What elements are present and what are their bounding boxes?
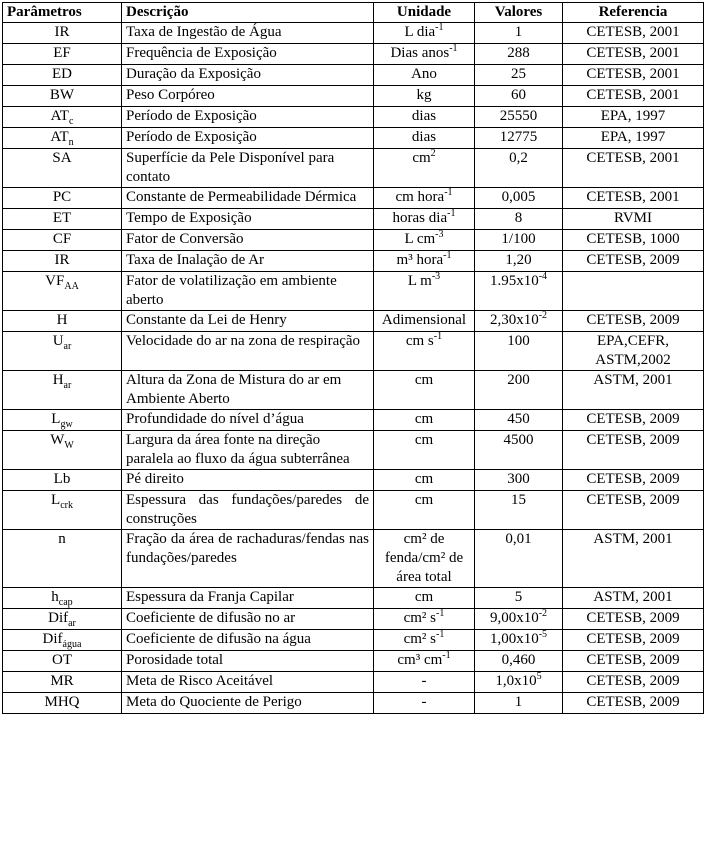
table-row	[3, 230, 704, 251]
unit-cell	[374, 86, 475, 107]
unit-exponent: 2	[430, 148, 436, 159]
param-cell	[3, 230, 122, 251]
unit-cell	[374, 470, 475, 491]
table-row	[3, 630, 704, 651]
unit-cell	[374, 311, 475, 332]
description-cell: Fator de volatilização em ambiente aberto	[122, 272, 374, 311]
param-cell	[3, 651, 122, 672]
value-cell	[475, 651, 563, 672]
param-symbol: AT	[50, 129, 69, 145]
value-text: 4500	[503, 432, 534, 448]
header-referencia: Referencia	[563, 3, 704, 23]
reference-cell: CETESB, 2009	[563, 609, 704, 630]
value-text: 1	[514, 24, 523, 40]
param-cell	[3, 672, 122, 693]
reference-cell: CETESB, 2001	[563, 188, 704, 209]
value-cell	[475, 209, 563, 230]
unit-text: kg	[416, 87, 432, 103]
header-valores: Valores	[475, 3, 563, 23]
unit-cell	[374, 65, 475, 86]
value-text: 1,20	[505, 252, 532, 268]
description-cell: Duração da Exposição	[122, 65, 374, 86]
description-cell: Meta de Risco Aceitável	[122, 672, 374, 693]
reference-cell: CETESB, 2009	[563, 410, 704, 431]
param-cell	[3, 609, 122, 630]
value-text: 100	[507, 333, 530, 349]
param-symbol: BW	[49, 87, 75, 103]
value-exponent: 5	[536, 671, 542, 682]
value-cell	[475, 86, 563, 107]
table-row	[3, 311, 704, 332]
unit-cell	[374, 588, 475, 609]
unit-text: cm s	[405, 333, 434, 349]
value-text: 0,005	[501, 189, 536, 205]
param-cell	[3, 272, 122, 311]
reference-cell: CETESB, 2001	[563, 23, 704, 44]
unit-text: cm	[414, 411, 434, 427]
value-cell	[475, 44, 563, 65]
value-text: 200	[507, 372, 530, 388]
param-cell	[3, 530, 122, 588]
unit-text: cm	[414, 432, 434, 448]
unit-text: Dias anos	[390, 45, 450, 61]
value-text: 1,0x10	[495, 673, 537, 689]
unit-text: Adimensional	[381, 312, 467, 328]
param-cell	[3, 588, 122, 609]
table-row	[3, 470, 704, 491]
value-text: 2,30x10	[489, 312, 539, 328]
unit-cell	[374, 410, 475, 431]
unit-cell	[374, 209, 475, 230]
value-text: 300	[507, 471, 530, 487]
unit-text: -	[421, 673, 427, 689]
value-text: 0,2	[509, 150, 528, 166]
unit-exponent: -1	[436, 629, 445, 640]
param-subscript: ar	[63, 380, 72, 391]
value-text: 0,460	[501, 652, 536, 668]
param-symbol: OT	[52, 652, 72, 668]
value-cell	[475, 23, 563, 44]
table-row	[3, 128, 704, 149]
unit-cell	[374, 332, 475, 371]
description-cell: Profundidade do nível d’água	[122, 410, 374, 431]
param-symbol: ED	[52, 66, 72, 82]
param-symbol: H	[56, 312, 68, 328]
value-cell	[475, 149, 563, 188]
value-text: 25550	[499, 108, 538, 124]
value-exponent: -2	[538, 310, 548, 321]
description-cell: Taxa de Inalação de Ar	[122, 251, 374, 272]
description-cell: Tempo de Exposição	[122, 209, 374, 230]
unit-cell	[374, 371, 475, 410]
param-symbol: PC	[52, 189, 72, 205]
table-row	[3, 491, 704, 530]
param-cell	[3, 693, 122, 714]
table-row	[3, 371, 704, 410]
param-subscript: c	[68, 116, 74, 127]
param-cell	[3, 149, 122, 188]
reference-cell: CETESB, 2009	[563, 672, 704, 693]
reference-cell: CETESB, 2009	[563, 470, 704, 491]
value-exponent: -2	[538, 608, 548, 619]
unit-text: dias	[411, 108, 437, 124]
value-text: 8	[514, 210, 523, 226]
unit-cell	[374, 44, 475, 65]
table-row	[3, 693, 704, 714]
value-cell	[475, 431, 563, 470]
description-cell: Superfície da Pele Disponível para contato	[122, 149, 374, 188]
unit-cell	[374, 491, 475, 530]
unit-cell	[374, 23, 475, 44]
table-row	[3, 609, 704, 630]
unit-exponent: -1	[447, 208, 456, 219]
param-symbol: EF	[53, 45, 71, 61]
unit-text: L m	[407, 273, 432, 289]
unit-text: cm	[412, 150, 431, 166]
table-row	[3, 530, 704, 588]
reference-cell: CETESB, 2001	[563, 65, 704, 86]
unit-cell	[374, 188, 475, 209]
param-cell	[3, 188, 122, 209]
reference-cell: EPA, 1997	[563, 128, 704, 149]
description-cell: Espessura da Franja Capilar	[122, 588, 374, 609]
param-symbol: IR	[54, 24, 70, 40]
param-symbol: Dif	[42, 631, 63, 647]
description-cell: Coeficiente de difusão na água	[122, 630, 374, 651]
description-cell: Constante da Lei de Henry	[122, 311, 374, 332]
unit-exponent: -1	[435, 22, 444, 33]
header-row	[3, 3, 704, 23]
value-cell	[475, 230, 563, 251]
param-cell	[3, 311, 122, 332]
value-cell	[475, 530, 563, 588]
table-row	[3, 65, 704, 86]
table-row	[3, 672, 704, 693]
unit-text: cm hora	[395, 189, 445, 205]
unit-exponent: -1	[436, 608, 445, 619]
param-cell	[3, 491, 122, 530]
param-cell	[3, 470, 122, 491]
unit-text: cm² s	[403, 610, 437, 626]
reference-cell: CETESB, 2009	[563, 693, 704, 714]
param-cell	[3, 332, 122, 371]
param-symbol: Dif	[48, 610, 69, 626]
value-cell	[475, 693, 563, 714]
param-symbol: L	[51, 411, 61, 427]
value-text: 450	[507, 411, 530, 427]
table-row	[3, 410, 704, 431]
value-cell	[475, 251, 563, 272]
value-text: 60	[511, 87, 526, 103]
value-cell	[475, 107, 563, 128]
param-symbol: Lb	[53, 471, 71, 487]
table-row	[3, 332, 704, 371]
param-symbol: SA	[52, 150, 72, 166]
param-cell	[3, 431, 122, 470]
param-subscript: W	[64, 440, 74, 451]
reference-cell: ASTM, 2001	[563, 530, 704, 588]
unit-exponent: -1	[433, 331, 443, 342]
param-subscript: ar	[63, 341, 72, 352]
param-symbol: AT	[50, 108, 69, 124]
unit-text: cm	[414, 589, 434, 605]
unit-text: -	[421, 694, 427, 710]
unit-text: cm	[414, 372, 434, 388]
value-cell	[475, 65, 563, 86]
unit-cell	[374, 272, 475, 311]
reference-cell: CETESB, 1000	[563, 230, 704, 251]
param-subscript: ar	[68, 618, 76, 629]
param-subscript: gw	[60, 419, 73, 430]
reference-cell: CETESB, 2001	[563, 86, 704, 107]
value-text: 1.95x10	[489, 273, 539, 289]
param-cell	[3, 23, 122, 44]
unit-cell	[374, 630, 475, 651]
unit-cell	[374, 651, 475, 672]
description-cell: Período de Exposição	[122, 107, 374, 128]
unit-text: cm² de fenda/cm² de área total	[384, 531, 464, 585]
param-symbol: h	[51, 589, 59, 605]
value-cell	[475, 630, 563, 651]
value-cell	[475, 491, 563, 530]
unit-cell	[374, 693, 475, 714]
description-cell: Frequência de Exposição	[122, 44, 374, 65]
unit-cell	[374, 107, 475, 128]
table-row	[3, 272, 704, 311]
description-cell: Largura da área fonte na direção paralela ao fluxo da água subterrânea	[122, 431, 374, 470]
unit-cell	[374, 230, 475, 251]
param-symbol: IR	[54, 252, 70, 268]
table-row	[3, 431, 704, 470]
param-symbol: ET	[52, 210, 72, 226]
value-cell	[475, 672, 563, 693]
param-symbol: H	[52, 372, 64, 388]
description-cell: Porosidade total	[122, 651, 374, 672]
unit-text: cm	[414, 492, 434, 508]
description-cell: Fator de Conversão	[122, 230, 374, 251]
unit-cell	[374, 530, 475, 588]
param-cell	[3, 44, 122, 65]
reference-cell: CETESB, 2009	[563, 251, 704, 272]
value-text: 9,00x10	[489, 610, 539, 626]
description-cell: Pé direito	[122, 470, 374, 491]
value-text: 1	[514, 694, 523, 710]
param-symbol: MR	[50, 673, 74, 689]
param-subscript: crk	[60, 500, 73, 511]
value-cell	[475, 188, 563, 209]
reference-cell: CETESB, 2001	[563, 44, 704, 65]
header-descricao: Descrição	[122, 3, 374, 23]
unit-text: L cm	[404, 231, 436, 247]
value-text: 15	[511, 492, 526, 508]
reference-cell: EPA,CEFR, ASTM,2002	[563, 332, 704, 371]
unit-text: cm³ cm	[397, 652, 443, 668]
description-cell: Período de Exposição	[122, 128, 374, 149]
param-symbol: MHQ	[44, 694, 80, 710]
description-cell: Altura da Zona de Mistura do ar em Ambiente Aberto	[122, 371, 374, 410]
unit-text: Ano	[411, 66, 437, 82]
value-cell	[475, 371, 563, 410]
table-row	[3, 86, 704, 107]
param-subscript: água	[62, 639, 82, 650]
parameters-table	[2, 2, 704, 714]
description-cell: Peso Corpóreo	[122, 86, 374, 107]
header-parametros: Parâmetros	[3, 3, 122, 23]
description-cell: Espessura das fundações/paredes de construções	[122, 491, 374, 530]
table-row	[3, 588, 704, 609]
unit-exponent: -1	[449, 43, 458, 54]
reference-cell: ASTM, 2001	[563, 371, 704, 410]
value-cell	[475, 311, 563, 332]
param-cell	[3, 410, 122, 431]
reference-cell: RVMI	[563, 209, 704, 230]
param-symbol: U	[52, 333, 64, 349]
reference-cell	[563, 272, 704, 311]
unit-cell	[374, 672, 475, 693]
value-text: 12775	[499, 129, 538, 145]
unit-text: m³ hora	[396, 252, 444, 268]
reference-cell: CETESB, 2009	[563, 311, 704, 332]
unit-text: L dia	[404, 24, 436, 40]
value-text: 0,01	[505, 531, 532, 547]
param-cell	[3, 251, 122, 272]
table-row	[3, 149, 704, 188]
param-cell	[3, 630, 122, 651]
table-row	[3, 209, 704, 230]
value-cell	[475, 470, 563, 491]
unit-text: cm	[414, 471, 434, 487]
table-row	[3, 107, 704, 128]
unit-text: dias	[411, 129, 437, 145]
unit-exponent: -3	[435, 229, 444, 240]
unit-cell	[374, 149, 475, 188]
param-cell	[3, 65, 122, 86]
table-row	[3, 23, 704, 44]
unit-cell	[374, 128, 475, 149]
param-symbol: VF	[45, 273, 65, 289]
param-subscript: cap	[58, 597, 73, 608]
unit-exponent: -1	[442, 650, 451, 661]
unit-exponent: -1	[444, 187, 453, 198]
reference-cell: CETESB, 2001	[563, 149, 704, 188]
description-cell: Constante de Permeabilidade Dérmica	[122, 188, 374, 209]
description-cell: Fração da área de rachaduras/fendas nas fundações/paredes	[122, 530, 374, 588]
param-symbol: CF	[52, 231, 72, 247]
unit-text: horas dia	[392, 210, 448, 226]
value-exponent: -5	[538, 629, 548, 640]
value-cell	[475, 609, 563, 630]
value-text: 1,00x10	[489, 631, 539, 647]
table-row	[3, 44, 704, 65]
table-row	[3, 651, 704, 672]
table-row	[3, 251, 704, 272]
param-cell	[3, 128, 122, 149]
unit-exponent: -1	[443, 250, 452, 261]
param-cell	[3, 86, 122, 107]
param-subscript: AA	[64, 281, 79, 292]
value-text: 5	[514, 589, 523, 605]
description-cell: Velocidade do ar na zona de respiração	[122, 332, 374, 371]
unit-text: cm² s	[403, 631, 437, 647]
value-cell	[475, 410, 563, 431]
value-text: 25	[511, 66, 526, 82]
param-cell	[3, 371, 122, 410]
unit-cell	[374, 609, 475, 630]
unit-exponent: -3	[431, 271, 441, 282]
param-symbol: n	[58, 531, 66, 547]
reference-cell: CETESB, 2009	[563, 630, 704, 651]
value-cell	[475, 588, 563, 609]
header-unidade: Unidade	[374, 3, 475, 23]
value-cell	[475, 332, 563, 371]
param-cell	[3, 209, 122, 230]
reference-cell: CETESB, 2009	[563, 431, 704, 470]
description-cell: Taxa de Ingestão de Água	[122, 23, 374, 44]
value-cell	[475, 128, 563, 149]
table-row	[3, 188, 704, 209]
value-exponent: -4	[538, 271, 548, 282]
unit-cell	[374, 431, 475, 470]
reference-cell: CETESB, 2009	[563, 491, 704, 530]
value-text: 288	[507, 45, 530, 61]
description-cell: Coeficiente de difusão no ar	[122, 609, 374, 630]
unit-cell	[374, 251, 475, 272]
reference-cell: EPA, 1997	[563, 107, 704, 128]
param-subscript: n	[68, 137, 74, 148]
reference-cell: CETESB, 2009	[563, 651, 704, 672]
value-text: 1/100	[501, 231, 536, 247]
value-cell	[475, 272, 563, 311]
param-symbol: L	[51, 492, 61, 508]
param-symbol: W	[50, 432, 65, 448]
reference-cell: ASTM, 2001	[563, 588, 704, 609]
param-cell	[3, 107, 122, 128]
description-cell: Meta do Quociente de Perigo	[122, 693, 374, 714]
